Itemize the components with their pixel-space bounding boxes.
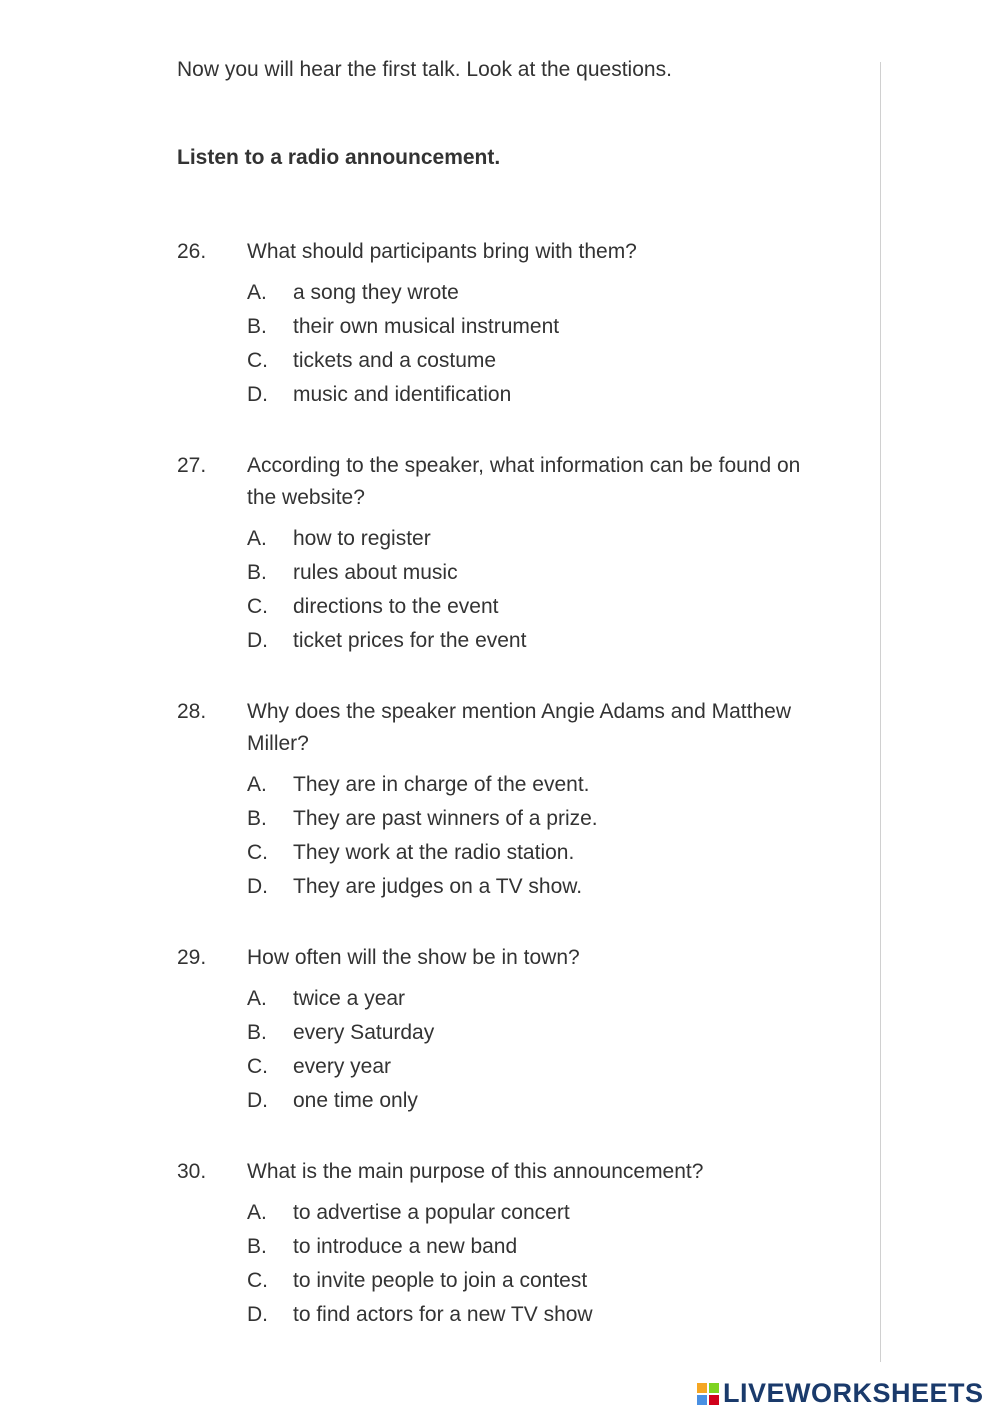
- option-b: [247, 1016, 817, 1050]
- option-b: [247, 1230, 817, 1264]
- liveworksheets-logo[interactable]: [697, 1378, 984, 1409]
- option-d: [247, 624, 817, 658]
- page-divider-line: [880, 62, 881, 1362]
- logo-square-icon: [697, 1383, 707, 1393]
- option-text: to invite people to join a contest: [293, 1269, 588, 1292]
- option-list: [247, 1196, 817, 1332]
- question-text: How often will the show be in town?: [247, 946, 580, 969]
- option-letter: B.: [247, 1235, 267, 1258]
- option-letter: C.: [247, 595, 268, 618]
- option-b: [247, 310, 817, 344]
- option-text: every year: [293, 1055, 392, 1078]
- option-text: twice a year: [293, 987, 406, 1010]
- option-list: [247, 522, 817, 658]
- question-27: [177, 450, 817, 658]
- question-number: 29.: [177, 946, 207, 969]
- option-letter: B.: [247, 807, 267, 830]
- option-text: They work at the radio station.: [293, 841, 575, 864]
- logo-square-icon: [697, 1395, 707, 1405]
- option-letter: D.: [247, 629, 268, 652]
- option-letter: C.: [247, 349, 268, 372]
- option-text: ticket prices for the event: [293, 629, 527, 652]
- question-number: 26.: [177, 240, 207, 263]
- question-26: [177, 236, 817, 412]
- question-28: [177, 696, 817, 904]
- option-letter: C.: [247, 1269, 268, 1292]
- question-number: 30.: [177, 1160, 207, 1183]
- option-d: [247, 1084, 817, 1118]
- question-text: What should participants bring with them?: [247, 240, 637, 263]
- option-c: [247, 1050, 817, 1084]
- option-text: They are judges on a TV show.: [293, 875, 583, 898]
- option-a: [247, 768, 817, 802]
- option-letter: D.: [247, 1303, 268, 1326]
- logo-text: LIVEWORKSHEETS: [723, 1378, 984, 1408]
- option-a: [247, 276, 817, 310]
- option-letter: A.: [247, 281, 267, 304]
- option-a: [247, 522, 817, 556]
- logo-square-icon: [709, 1383, 719, 1393]
- option-text: to find actors for a new TV show: [293, 1303, 593, 1326]
- option-b: [247, 802, 817, 836]
- option-text: to advertise a popular concert: [293, 1201, 570, 1224]
- question-text: Why does the speaker mention Angie Adams and Matthew Miller?: [247, 700, 791, 755]
- option-text: They are in charge of the event.: [293, 773, 590, 796]
- option-text: their own musical instrument: [293, 315, 560, 338]
- option-letter: B.: [247, 315, 267, 338]
- question-29: [177, 942, 817, 1118]
- option-a: [247, 982, 817, 1016]
- option-list: [247, 982, 817, 1118]
- option-text: a song they wrote: [293, 281, 459, 304]
- option-letter: D.: [247, 875, 268, 898]
- question-number: 27.: [177, 454, 207, 477]
- option-letter: A.: [247, 987, 267, 1010]
- intro-text: Now you will hear the first talk. Look at the questions.: [177, 58, 672, 81]
- option-letter: D.: [247, 383, 268, 406]
- option-text: rules about music: [293, 561, 458, 584]
- option-letter: D.: [247, 1089, 268, 1112]
- option-b: [247, 556, 817, 590]
- question-number: 28.: [177, 700, 207, 723]
- question-text: According to the speaker, what information can be found on the website?: [247, 454, 801, 509]
- option-text: how to register: [293, 527, 431, 550]
- option-c: [247, 344, 817, 378]
- option-text: tickets and a costume: [293, 349, 497, 372]
- option-letter: B.: [247, 1021, 267, 1044]
- option-letter: C.: [247, 1055, 268, 1078]
- option-text: music and identification: [293, 383, 512, 406]
- option-list: [247, 768, 817, 904]
- option-letter: A.: [247, 527, 267, 550]
- option-d: [247, 378, 817, 412]
- option-c: [247, 590, 817, 624]
- option-c: [247, 836, 817, 870]
- option-d: [247, 1298, 817, 1332]
- logo-grid-icon: [697, 1383, 719, 1405]
- option-c: [247, 1264, 817, 1298]
- option-letter: B.: [247, 561, 267, 584]
- option-text: to introduce a new band: [293, 1235, 518, 1258]
- option-d: [247, 870, 817, 904]
- option-letter: A.: [247, 1201, 267, 1224]
- option-text: every Saturday: [293, 1021, 435, 1044]
- option-list: [247, 276, 817, 412]
- option-letter: A.: [247, 773, 267, 796]
- option-text: one time only: [293, 1089, 418, 1112]
- option-letter: C.: [247, 841, 268, 864]
- option-a: [247, 1196, 817, 1230]
- logo-square-icon: [709, 1395, 719, 1405]
- option-text: They are past winners of a prize.: [293, 807, 598, 830]
- question-30: [177, 1156, 817, 1332]
- section-heading: Listen to a radio announcement.: [177, 146, 501, 169]
- question-text: What is the main purpose of this announcement?: [247, 1160, 704, 1183]
- option-text: directions to the event: [293, 595, 499, 618]
